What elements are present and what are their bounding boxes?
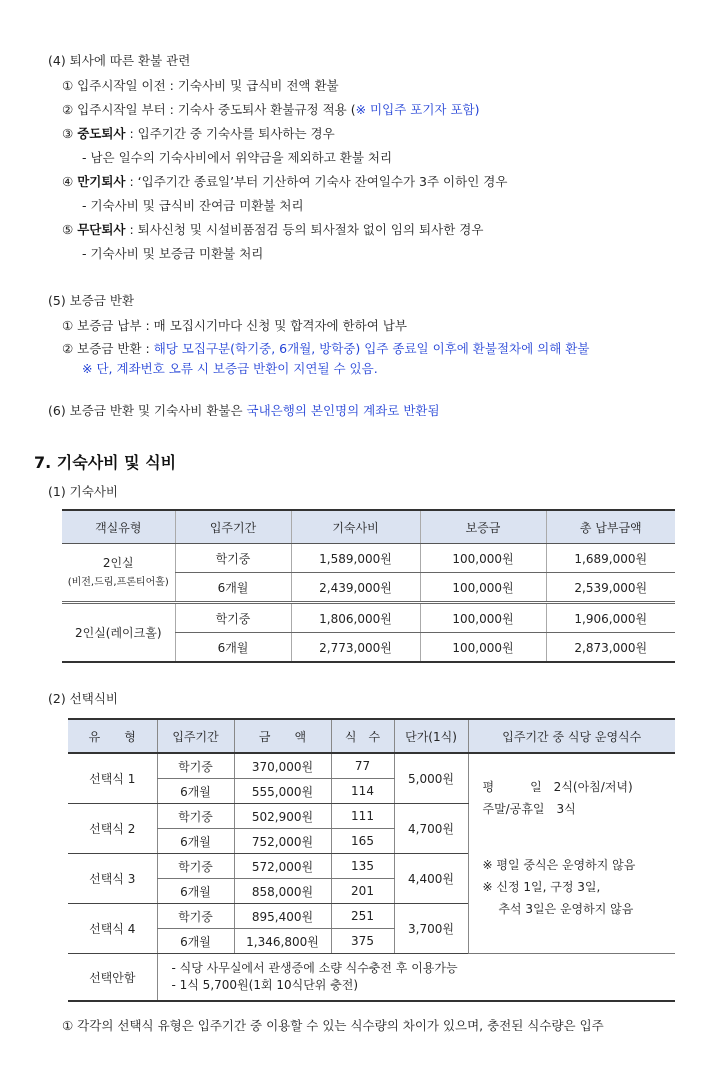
unit-price-cell: 4,400원 [394,854,468,904]
sec4-item-2-text: ② 입주시작일 부터 : 기숙사 중도퇴사 환불규정 적용 ( [62,102,356,117]
count-cell: 77 [331,753,394,779]
section-7-heading: 7. 기숙사비 및 식비 [34,453,177,472]
header-period: 입주기간 [157,719,234,753]
header-amount: 금 액 [234,719,331,753]
footer-note: ① 각각의 선택식 유형은 입주기간 중 이용할 수 있는 식수량의 차이가 있으며, 충전된 식수량은 입주 [62,1018,604,1033]
count-cell: 114 [331,779,394,804]
sec4-item-1: ① 입주시작일 이전 : 기숙사비 및 급식비 전액 환불 [62,78,339,93]
info-holiday-note-2: 추석 3일은 운영하지 않음 [482,902,634,916]
sec4-item-4-term: 만기퇴사 [77,174,126,189]
meal-type-cell: 선택식 4 [68,904,157,954]
sec4-item-2-note: ※ 미입주 포기자 포함) [355,102,480,117]
sec5-item-2-text: 해당 모집구분(학기중, 6개월, 방학중) 입주 종료일 이후에 환불절차에 의해 환불 [153,341,590,356]
sec4-item-5-sub: - 기숙사비 및 보증금 미환불 처리 [82,246,264,261]
sec4-item-3-term: 중도퇴사 [77,126,126,141]
section-6-text: (6) 보증금 반환 및 기숙사비 환불은 [48,403,247,418]
period-cell: 학기중 [175,603,291,633]
header-deposit: 보증금 [420,510,546,544]
sec4-item-4 [62,173,507,191]
period-cell: 6개월 [157,829,234,854]
period-cell: 6개월 [157,779,234,804]
amount-cell: 370,000원 [234,753,331,779]
amount-cell: 895,400원 [234,904,331,929]
period-cell: 6개월 [157,929,234,954]
dorm-fee-subtitle: (1) 기숙사비 [48,484,118,499]
total-cell: 1,689,000원 [546,544,675,573]
sec4-item-5-num: ⑤ [62,222,78,237]
period-cell: 6개월 [175,573,291,603]
sec4-item-3-text: : 입주기간 중 기숙사를 퇴사하는 경우 [125,126,335,141]
fee-cell: 2,773,000원 [291,633,420,663]
section-4-title: (4) 퇴사에 따른 환불 관련 [48,53,191,68]
period-cell: 학기중 [157,753,234,779]
section-5-title: (5) 보증금 반환 [48,293,135,308]
fee-cell: 2,439,000원 [291,573,420,603]
section-6 [48,402,440,420]
total-cell: 1,906,000원 [546,603,675,633]
meal-type-cell: 선택식 1 [68,753,157,804]
header-dorm-fee: 기숙사비 [291,510,420,544]
section-6-highlight: 국내은행의 본인명의 계좌로 반환됨 [246,403,440,418]
guide-line-1: - 식당 사무실에서 관생증에 소량 식수충전 후 이용가능 [171,961,458,975]
info-lunch-note: ※ 평일 중식은 운영하지 않음 [482,858,636,872]
amount-cell: 858,000원 [234,879,331,904]
period-cell: 학기중 [157,854,234,879]
table-row [62,603,675,633]
sec4-item-3 [62,125,335,143]
fee-cell: 1,806,000원 [291,603,420,633]
header-period: 입주기간 [175,510,291,544]
table-row [62,544,675,573]
sec4-item-5-term: 무단퇴사 [77,222,126,237]
meal-type-cell: 선택식 3 [68,854,157,904]
total-cell: 2,873,000원 [546,633,675,663]
header-type: 유 형 [68,719,157,753]
period-cell: 학기중 [157,904,234,929]
info-holiday-note: ※ 신정 1일, 구정 3일, [482,880,601,894]
sec5-item-2-label: ② 보증금 반환 : [62,341,154,356]
sec4-item-3-sub: - 남은 일수의 기숙사비에서 위약금을 제외하고 환불 처리 [82,150,393,165]
amount-cell: 752,000원 [234,829,331,854]
deposit-cell: 100,000원 [420,544,546,573]
meal-type-cell: 선택식 2 [68,804,157,854]
count-cell: 165 [331,829,394,854]
amount-cell: 1,346,800원 [234,929,331,954]
dorm-fee-table [62,509,675,663]
sec4-item-3-num: ③ [62,126,78,141]
period-cell: 학기중 [175,544,291,573]
sec4-item-4-text: : ‘입주기간 종료일’부터 기산하여 기숙사 잔여일수가 3주 이하인 경우 [125,174,508,189]
total-cell: 2,539,000원 [546,573,675,603]
count-cell: 251 [331,904,394,929]
unit-price-cell: 3,700원 [394,904,468,954]
meal-fee-subtitle: (2) 선택식비 [48,691,118,706]
sec5-item-2 [62,340,589,358]
dorm-table-header-row [62,510,675,544]
deposit-cell: 100,000원 [420,633,546,663]
sec5-item-1: ① 보증금 납부 : 매 모집시기마다 신청 및 합격자에 한하여 납부 [62,318,407,333]
header-operating-meals: 입주기간 중 식당 운영식수 [468,719,675,753]
info-gap [483,820,676,854]
amount-cell: 502,900원 [234,804,331,829]
room-type-lake: 2인실(레이크홀) [62,603,175,663]
sec4-item-4-sub: - 기숙사비 및 급식비 잔여금 미환불 처리 [82,198,304,213]
no-selection-row [68,954,675,1002]
deposit-cell: 100,000원 [420,573,546,603]
count-cell: 375 [331,929,394,954]
sec4-item-5-text: : 퇴사신청 및 시설비품점검 등의 퇴사절차 없이 임의 퇴사한 경우 [125,222,484,237]
sec5-note: ※ 단, 계좌번호 오류 시 보증금 반환이 지연될 수 있음. [82,361,378,376]
info-weekend: 주말/공휴일 3식 [482,802,576,816]
room-type-cell [62,544,175,603]
header-total: 총 납부금액 [546,510,675,544]
period-cell: 학기중 [157,804,234,829]
operating-meals-info [468,753,675,954]
fee-cell: 1,589,000원 [291,544,420,573]
deposit-cell: 100,000원 [420,603,546,633]
meal-fee-table [68,718,675,1002]
unit-price-cell: 5,000원 [394,753,468,804]
sec4-item-2 [62,101,479,119]
header-unit-price: 단가(1식) [394,719,468,753]
meal-table-header-row [68,719,675,753]
amount-cell: 572,000원 [234,854,331,879]
room-type-name: 2인실 [102,555,134,570]
sec4-item-5 [62,221,483,239]
room-type-note: (비전,드림,프론티어홀) [67,576,169,588]
sec4-item-4-num: ④ [62,174,78,189]
count-cell: 111 [331,804,394,829]
period-cell: 6개월 [157,879,234,904]
unit-price-cell: 4,700원 [394,804,468,854]
header-meal-count: 식 수 [331,719,394,753]
period-cell: 6개월 [175,633,291,663]
no-selection-guide [157,954,675,1002]
header-room-type: 객실유형 [62,510,175,544]
amount-cell: 555,000원 [234,779,331,804]
count-cell: 201 [331,879,394,904]
no-selection-label: 선택안함 [68,954,157,1002]
table-row [68,753,675,779]
info-weekday: 평 일 2식(아침/저녁) [482,780,633,794]
count-cell: 135 [331,854,394,879]
guide-line-2: - 1식 5,700원(1회 10식단위 충전) [171,978,359,992]
